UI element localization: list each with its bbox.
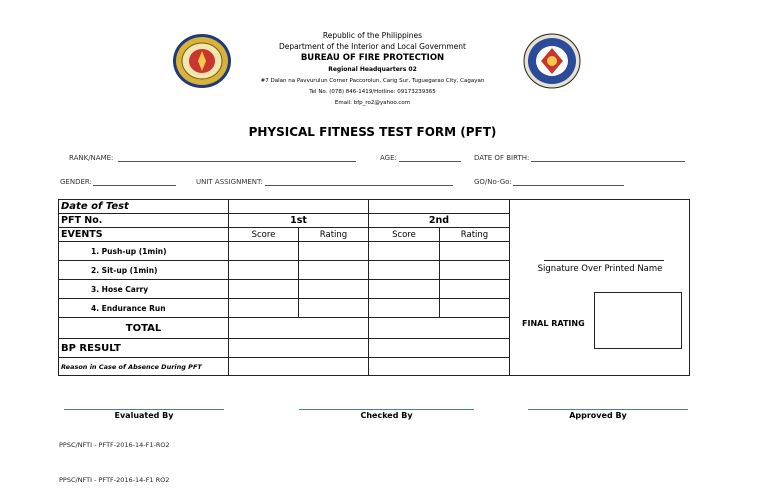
pushup-score-1st[interactable] <box>229 242 299 261</box>
checked-by-line[interactable] <box>299 409 474 410</box>
checked-by-label: Checked By <box>360 411 413 420</box>
pushup-rating-2nd[interactable] <box>440 242 510 261</box>
event-hose-carry: 3. Hose Carry <box>59 280 229 299</box>
header-bureau: BUREAU OF FIRE PROTECTION <box>300 53 445 63</box>
gender-label: GENDER: <box>60 178 92 186</box>
run-rating-1st[interactable] <box>299 299 369 318</box>
run-rating-2nd[interactable] <box>440 299 510 318</box>
evaluated-by-line[interactable] <box>64 409 224 410</box>
pft-no-label: PFT No. <box>59 214 229 228</box>
score-2nd-header: Score <box>369 228 440 242</box>
run-score-2nd[interactable] <box>369 299 440 318</box>
run-score-1st[interactable] <box>229 299 299 318</box>
total-2nd[interactable] <box>369 318 510 339</box>
approved-by-line[interactable] <box>528 409 688 410</box>
reason-absence-label: Reason in Case of Absence During PFT <box>59 358 229 376</box>
header-address: #7 Dalan na Pavvurulun Corner Paccorolun, Carig Sur, Tuguegarao City, Cagayan <box>260 78 485 84</box>
pushup-rating-1st[interactable] <box>299 242 369 261</box>
age-label: AGE: <box>380 154 397 162</box>
rating-2nd-header: Rating <box>440 228 510 242</box>
hose-score-1st[interactable] <box>229 280 299 299</box>
hose-score-2nd[interactable] <box>369 280 440 299</box>
rank-name-label: RANK/NAME: <box>69 154 114 162</box>
header-telephone: Tel No. (078) 846-1419/Hotline: 09173239365 <box>309 89 436 95</box>
situp-rating-1st[interactable] <box>299 261 369 280</box>
situp-rating-2nd[interactable] <box>440 261 510 280</box>
header-email: Email: bfp_ro2@yahoo.com <box>334 100 411 106</box>
approved-by-label: Approved By <box>569 411 627 420</box>
date-of-test-1st[interactable] <box>229 200 369 214</box>
go-nogo-field[interactable] <box>513 185 624 186</box>
header-region: Regional Headquarters 02 <box>328 66 417 73</box>
pft-1st-header: 1st <box>229 214 369 228</box>
date-of-test-label: Date of Test <box>59 200 229 214</box>
signature-line[interactable] <box>544 260 664 261</box>
bp-result-label: BP RESULT <box>59 339 229 358</box>
evaluated-by-label: Evaluated By <box>114 411 174 420</box>
events-label: EVENTS <box>59 228 229 242</box>
pushup-score-2nd[interactable] <box>369 242 440 261</box>
hose-rating-2nd[interactable] <box>440 280 510 299</box>
total-label: TOTAL <box>59 318 229 339</box>
bp-result-1st[interactable] <box>229 339 369 358</box>
bfp-seal-left <box>171 33 233 89</box>
unit-assignment-label: UNIT ASSIGNMENT: <box>196 178 263 186</box>
final-rating-label: FINAL RATING <box>522 319 585 328</box>
rating-1st-header: Rating <box>299 228 369 242</box>
final-rating-box[interactable] <box>594 292 682 349</box>
event-endurance-run: 4. Endurance Run <box>59 299 229 318</box>
total-1st[interactable] <box>229 318 369 339</box>
event-situp: 2. Sit-up (1min) <box>59 261 229 280</box>
signature-label: Signature Over Printed Name <box>537 264 663 274</box>
form-code-1: PPSC/NFTI - PFTF-2016-14-F1-RO2 <box>59 441 170 449</box>
signature-rating-panel <box>510 200 690 376</box>
rank-name-field[interactable] <box>118 161 356 162</box>
dob-field[interactable] <box>531 161 685 162</box>
reason-2nd[interactable] <box>369 358 510 376</box>
pft-table <box>58 199 690 376</box>
unit-assignment-field[interactable] <box>265 185 453 186</box>
reason-1st[interactable] <box>229 358 369 376</box>
hose-rating-1st[interactable] <box>299 280 369 299</box>
event-pushup: 1. Push-up (1min) <box>59 242 229 261</box>
form-title: PHYSICAL FITNESS TEST FORM (PFT) <box>248 125 497 139</box>
age-field[interactable] <box>399 161 461 162</box>
date-of-test-2nd[interactable] <box>369 200 510 214</box>
pft-2nd-header: 2nd <box>369 214 510 228</box>
dob-label: DATE OF BIRTH: <box>474 154 530 162</box>
situp-score-1st[interactable] <box>229 261 299 280</box>
bp-result-2nd[interactable] <box>369 339 510 358</box>
go-nogo-label: GO/No-Go: <box>474 178 512 186</box>
score-1st-header: Score <box>229 228 299 242</box>
gender-field[interactable] <box>93 185 176 186</box>
region-seal-right <box>523 33 581 89</box>
header-republic: Republic of the Philippines <box>322 31 423 40</box>
form-code-2: PPSC/NFTI - PFTF-2016-14-F1 RO2 <box>59 476 170 484</box>
situp-score-2nd[interactable] <box>369 261 440 280</box>
header-department: Department of the Interior and Local Government <box>279 42 466 51</box>
